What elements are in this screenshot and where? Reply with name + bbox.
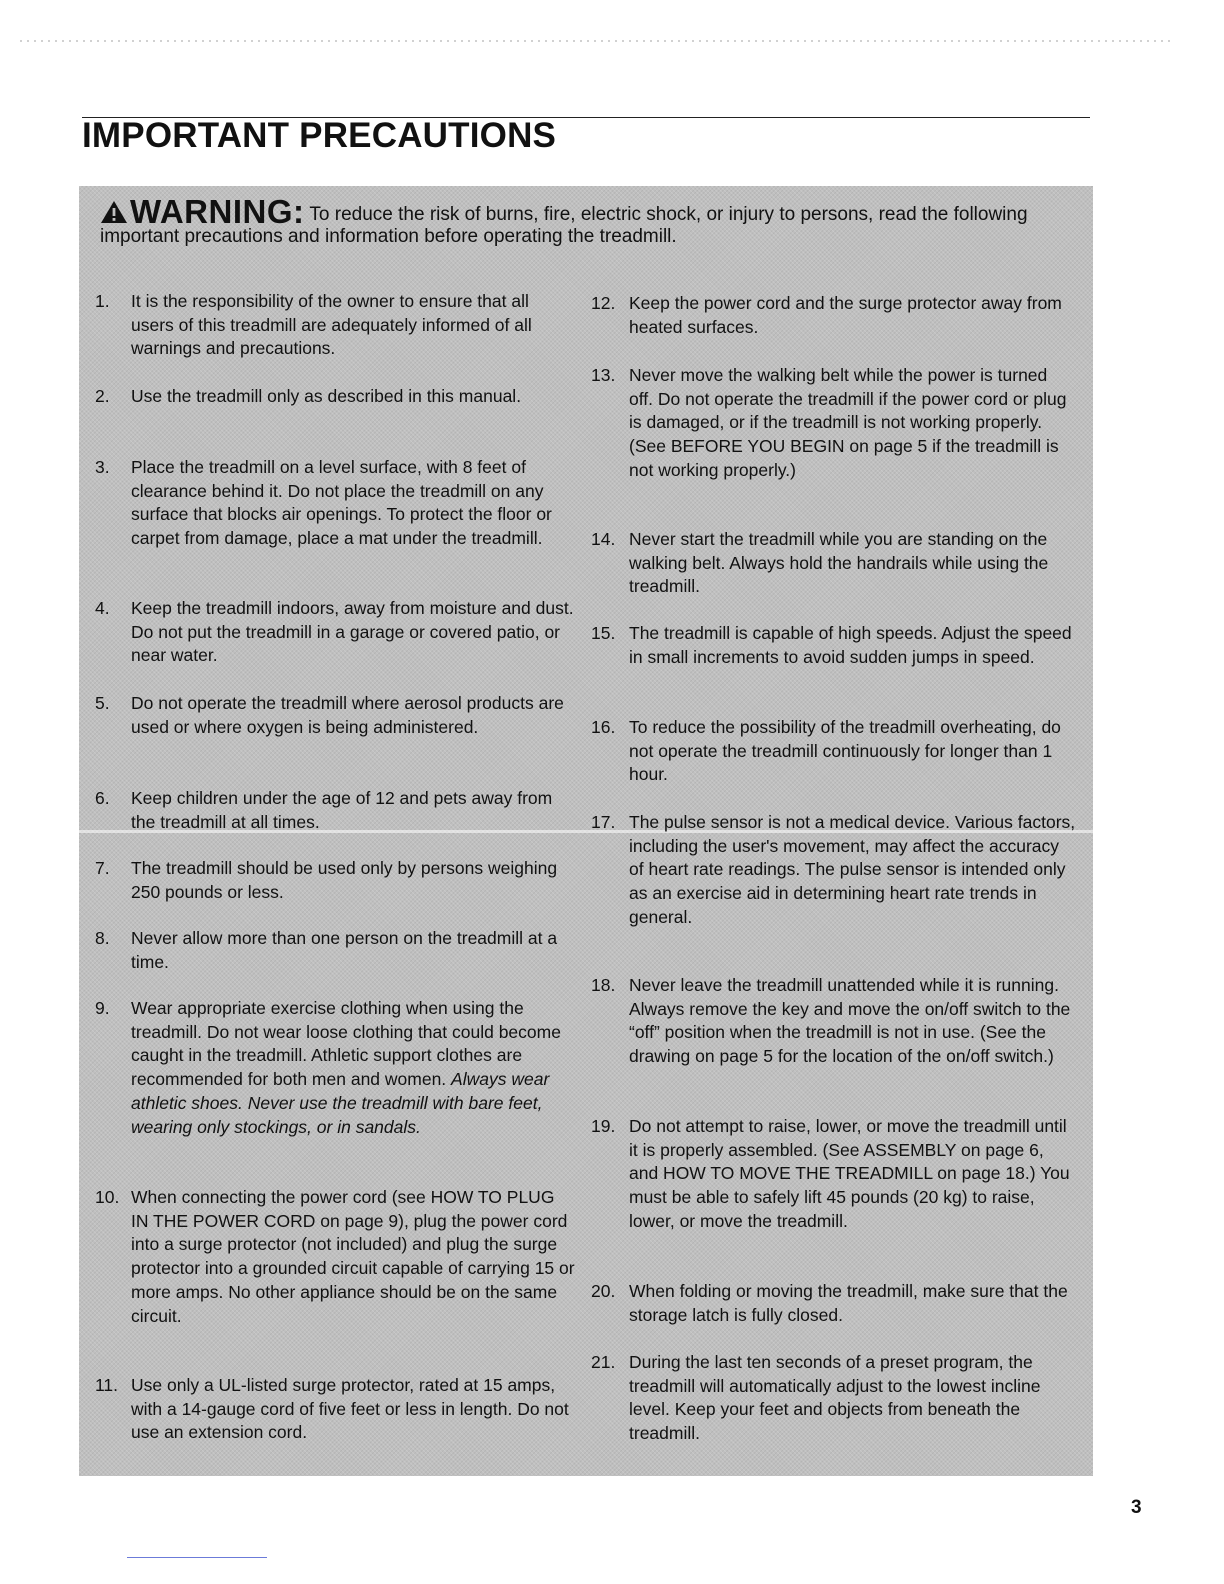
item-number: 8. [95, 928, 110, 948]
precaution-item [591, 1115, 1076, 1234]
precaution-item [95, 927, 575, 974]
item-number: 18. [591, 975, 616, 995]
precaution-item [95, 456, 575, 551]
precaution-item [591, 364, 1076, 483]
precaution-item [95, 290, 575, 361]
precaution-item [95, 997, 575, 1139]
item-text: Never move the walking belt while the power is turned off. Do not operate the treadmill if the power cord or plug is damaged, or if the treadmill is not working properly. (See BEFORE YOU BEGIN on page 5 if the treadmill is not working properly.) [629, 365, 1067, 480]
item-text: Do not operate the treadmill where aerosol products are used or where oxygen is being administered. [131, 693, 564, 737]
item-number: 7. [95, 858, 110, 878]
precaution-item [95, 787, 575, 834]
item-text: Keep the treadmill indoors, away from moisture and dust. Do not put the treadmill in a garage or covered patio, or near water. [131, 598, 574, 666]
item-number: 3. [95, 457, 110, 477]
item-number: 6. [95, 788, 110, 808]
item-number: 2. [95, 386, 110, 406]
item-number: 16. [591, 717, 616, 737]
item-number: 14. [591, 529, 616, 549]
item-number: 15. [591, 623, 616, 643]
item-number: 9. [95, 998, 110, 1018]
item-text: To reduce the possibility of the treadmill overheating, do not operate the treadmill continuously for longer than 1 hour. [629, 717, 1061, 785]
precaution-item [95, 385, 575, 409]
item-text: Keep the power cord and the surge protector away from heated surfaces. [629, 293, 1062, 337]
item-text: Never leave the treadmill unattended while it is running. Always remove the key and move the on/off switch to the “off” position when the treadmill is not in use. (See the drawing on page 5 for the location of the on/off switch.) [629, 975, 1071, 1067]
item-number: 11. [95, 1375, 119, 1395]
precaution-item [591, 1351, 1076, 1446]
precaution-item [591, 716, 1076, 787]
footer-line [127, 1557, 267, 1558]
warning-triangle-icon [100, 200, 128, 224]
item-text [95, 997, 575, 1139]
item-text: Use the treadmill only as described in this manual. [131, 386, 522, 406]
item-text: During the last ten seconds of a preset program, the treadmill will automatically adjust to the lowest incline level. Keep your feet and objects from beneath the treadmill. [629, 1352, 1041, 1444]
item-number: 21. [591, 1352, 616, 1372]
item-number: 13. [591, 365, 616, 385]
precaution-item [95, 857, 575, 904]
warning-heading [100, 193, 1075, 248]
precaution-item [591, 622, 1076, 669]
item-text-regular: Wear appropriate exercise clothing when using the treadmill. Do not wear loose clothing that could become caught in the treadmill. Athletic support clothes are recommended for both men and women. [131, 998, 561, 1090]
item-number: 12. [591, 293, 616, 313]
item-number: 20. [591, 1281, 616, 1301]
item-text: It is the responsibility of the owner to ensure that all users of this treadmill are adequately informed of all warnings and precautions. [131, 291, 532, 359]
item-text: Keep children under the age of 12 and pets away from the treadmill at all times. [131, 788, 553, 832]
item-number: 4. [95, 598, 110, 618]
precaution-item [591, 528, 1076, 599]
warning-intro: To reduce the risk of burns, fire, electric shock, or injury to persons, read the following important precautions and information before operating the treadmill. [100, 204, 1028, 247]
precaution-item [95, 692, 575, 739]
item-text: Never allow more than one person on the treadmill at a time. [131, 928, 558, 972]
precaution-item [591, 292, 1076, 339]
item-text: Place the treadmill on a level surface, with 8 feet of clearance behind it. Do not place the treadmill on any surface that blocks air openings. To protect the floor or carpet from damage, place a mat under the treadmill. [131, 457, 552, 549]
item-number: 10. [95, 1187, 120, 1207]
item-text: Never start the treadmill while you are standing on the walking belt. Always hold the handrails while using the treadmill. [629, 529, 1049, 597]
precaution-item [591, 1280, 1076, 1327]
item-text: When folding or moving the treadmill, make sure that the storage latch is fully closed. [629, 1281, 1068, 1325]
item-text: Do not attempt to raise, lower, or move the treadmill until it is properly assembled. (See ASSEMBLY on page 6, and HOW TO MOVE THE TREADMILL on page 18.) You must be able to safely lift 45 pounds (20 kg) to raise, lower, or move the treadmill. [629, 1116, 1070, 1231]
warning-label: WARNING: [130, 193, 305, 230]
item-number: 19. [591, 1116, 616, 1136]
page-number: 3 [1131, 1497, 1142, 1518]
precaution-item [591, 974, 1076, 1069]
precaution-item [95, 1374, 575, 1445]
item-text: When connecting the power cord (see HOW TO PLUG IN THE POWER CORD on page 9), plug the power cord into a surge protector (not included) and plug the surge protector into a grounded circuit capable of carrying 15 or more amps. No other appliance should be on the same circuit. [131, 1187, 575, 1326]
item-text: Use only a UL-listed surge protector, rated at 15 amps, with a 14-gauge cord of five feet or less in length. Do not use an extension cord. [131, 1375, 569, 1443]
item-number: 1. [95, 291, 110, 311]
scan-noise-strip [20, 40, 1170, 42]
warning-box [79, 186, 1093, 1476]
item-text: The treadmill should be used only by persons weighing 250 pounds or less. [131, 858, 558, 902]
item-number: 17. [591, 812, 616, 832]
item-text: The treadmill is capable of high speeds. Adjust the speed in small increments to avoid sudden jumps in speed. [629, 623, 1072, 667]
precaution-item [95, 1186, 575, 1328]
page-title: IMPORTANT PRECAUTIONS [82, 116, 557, 155]
precaution-item [95, 597, 575, 668]
item-number: 5. [95, 693, 110, 713]
precaution-item [591, 811, 1076, 930]
item-text-italic: Always wear athletic shoes. Never use the treadmill with bare feet, wearing only stockings, or in sandals. [131, 1069, 550, 1137]
item-text: The pulse sensor is not a medical device. Various factors, including the user's movement, may affect the accuracy of heart rate readings. The pulse sensor is intended only as an exercise aid in determining heart rate trends in general. [629, 812, 1076, 927]
